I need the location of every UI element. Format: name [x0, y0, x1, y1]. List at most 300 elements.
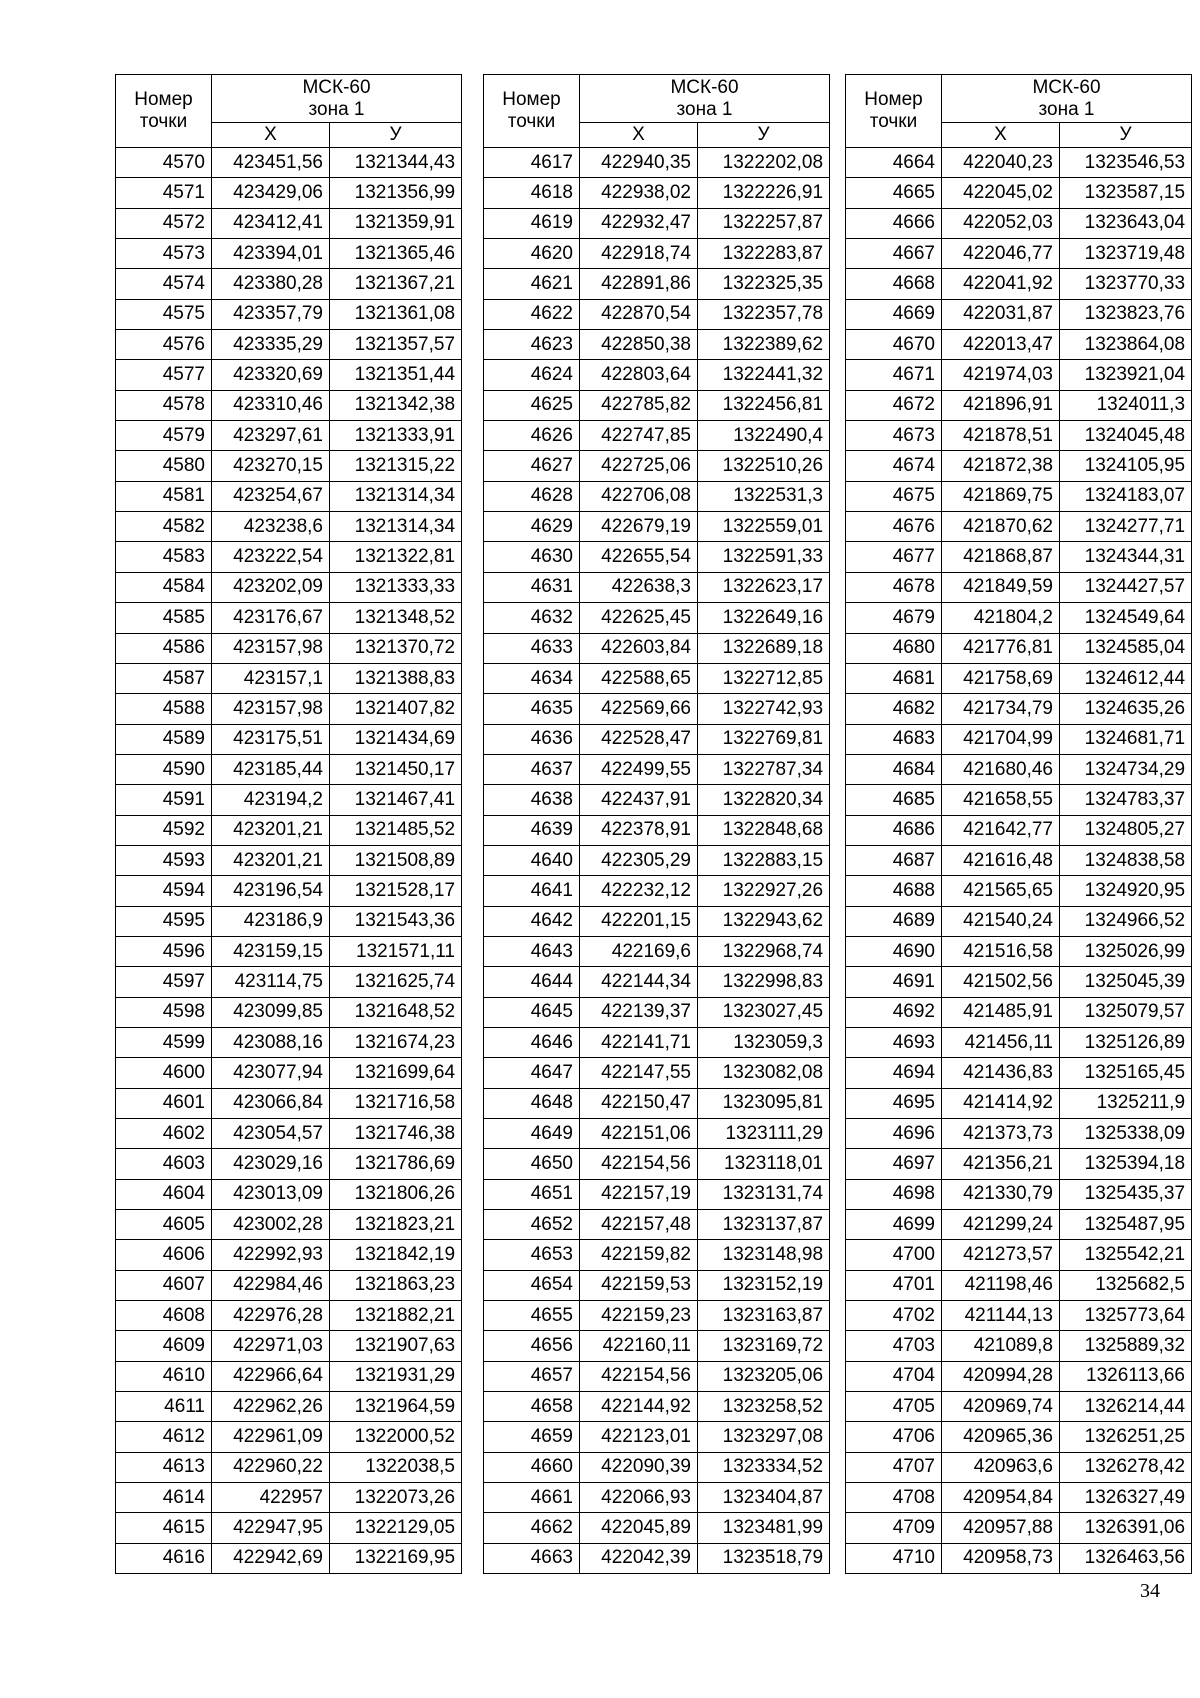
- point-number-cell: 4684: [846, 754, 942, 784]
- point-number-cell: 4651: [484, 1179, 580, 1209]
- point-number-cell: 4637: [484, 754, 580, 784]
- y-coordinate-cell: 1324549,64: [1060, 603, 1192, 633]
- y-coordinate-cell: 1323131,74: [698, 1179, 830, 1209]
- x-coordinate-cell: 422932,47: [580, 208, 698, 238]
- y-coordinate-cell: 1324427,57: [1060, 572, 1192, 602]
- point-number-header: Номер точки: [116, 75, 212, 148]
- y-coordinate-cell: 1322998,83: [698, 967, 830, 997]
- x-coordinate-cell: 422850,38: [580, 330, 698, 360]
- table-row: [484, 1119, 830, 1149]
- x-coordinate-cell: 421540,24: [942, 906, 1060, 936]
- point-number-cell: 4687: [846, 845, 942, 875]
- point-number-cell: 4581: [116, 481, 212, 511]
- y-coordinate-cell: 1325542,21: [1060, 1240, 1192, 1270]
- y-coordinate-cell: 1322325,35: [698, 269, 830, 299]
- table-row: [484, 512, 830, 542]
- y-coordinate-cell: 1323148,98: [698, 1240, 830, 1270]
- y-coordinate-cell: 1321342,38: [330, 390, 462, 420]
- table-row: [484, 997, 830, 1027]
- y-coordinate-cell: 1322456,81: [698, 390, 830, 420]
- x-coordinate-cell: 421502,56: [942, 967, 1060, 997]
- x-coordinate-cell: 423088,16: [212, 1027, 330, 1057]
- table-row: [846, 1483, 1192, 1513]
- y-coordinate-cell: 1322943,62: [698, 906, 830, 936]
- point-number-cell: 4617: [484, 148, 580, 178]
- y-coordinate-cell: 1321842,19: [330, 1240, 462, 1270]
- table-row: [116, 390, 462, 420]
- point-number-cell: 4644: [484, 967, 580, 997]
- point-number-cell: 4573: [116, 239, 212, 269]
- x-coordinate-cell: 421868,87: [942, 542, 1060, 572]
- x-coordinate-cell: 421878,51: [942, 421, 1060, 451]
- point-number-cell: 4584: [116, 572, 212, 602]
- point-number-cell: 4676: [846, 512, 942, 542]
- y-coordinate-cell: 1323481,99: [698, 1513, 830, 1543]
- x-coordinate-cell: 422528,47: [580, 724, 698, 754]
- x-coordinate-cell: 422603,84: [580, 633, 698, 663]
- x-coordinate-cell: 422144,92: [580, 1392, 698, 1422]
- y-coordinate-cell: 1321348,52: [330, 603, 462, 633]
- point-number-cell: 4693: [846, 1027, 942, 1057]
- x-coordinate-cell: 422013,47: [942, 330, 1060, 360]
- x-coordinate-cell: 423157,98: [212, 694, 330, 724]
- x-coordinate-cell: 422045,89: [580, 1513, 698, 1543]
- table-row: [116, 1119, 462, 1149]
- point-number-cell: 4686: [846, 815, 942, 845]
- point-number-cell: 4668: [846, 269, 942, 299]
- x-coordinate-cell: 421299,24: [942, 1210, 1060, 1240]
- table-row: [116, 572, 462, 602]
- y-coordinate-cell: 1325045,39: [1060, 967, 1192, 997]
- table-row: [484, 967, 830, 997]
- point-number-cell: 4706: [846, 1422, 942, 1452]
- x-coordinate-cell: 422041,92: [942, 269, 1060, 299]
- y-coordinate-cell: 1322591,33: [698, 542, 830, 572]
- y-coordinate-cell: 1321357,57: [330, 330, 462, 360]
- point-number-cell: 4702: [846, 1301, 942, 1331]
- point-number-cell: 4609: [116, 1331, 212, 1361]
- point-number-cell: 4628: [484, 481, 580, 511]
- y-coordinate-cell: 1321434,69: [330, 724, 462, 754]
- y-coordinate-cell: 1325773,64: [1060, 1301, 1192, 1331]
- table-row: [846, 1210, 1192, 1240]
- x-coordinate-cell: 422942,69: [212, 1543, 330, 1573]
- table-row: [484, 1483, 830, 1513]
- x-coordinate-cell: 423077,94: [212, 1058, 330, 1088]
- x-coordinate-cell: 421642,77: [942, 815, 1060, 845]
- point-number-cell: 4631: [484, 572, 580, 602]
- x-coordinate-cell: 422154,56: [580, 1361, 698, 1391]
- x-coordinate-cell: 422150,47: [580, 1088, 698, 1118]
- x-coordinate-cell: 421356,21: [942, 1149, 1060, 1179]
- x-coordinate-cell: 423238,6: [212, 512, 330, 542]
- x-coordinate-cell: 423320,69: [212, 360, 330, 390]
- point-number-cell: 4626: [484, 421, 580, 451]
- x-coordinate-cell: 422940,35: [580, 148, 698, 178]
- table-row: [846, 542, 1192, 572]
- y-coordinate-cell: 1321786,69: [330, 1149, 462, 1179]
- point-number-cell: 4641: [484, 876, 580, 906]
- x-coordinate-cell: 422638,3: [580, 572, 698, 602]
- x-coordinate-cell: 423002,28: [212, 1210, 330, 1240]
- point-number-cell: 4667: [846, 239, 942, 269]
- x-coordinate-cell: 422378,91: [580, 815, 698, 845]
- point-number-cell: 4574: [116, 269, 212, 299]
- point-number-cell: 4654: [484, 1270, 580, 1300]
- table-row: [484, 1422, 830, 1452]
- y-coordinate-cell: 1322712,85: [698, 663, 830, 693]
- table-row: [116, 1392, 462, 1422]
- y-coordinate-cell: 1325487,95: [1060, 1210, 1192, 1240]
- y-coordinate-cell: 1325026,99: [1060, 936, 1192, 966]
- table-row: [116, 906, 462, 936]
- y-coordinate-cell: 1322073,26: [330, 1483, 462, 1513]
- point-number-cell: 4603: [116, 1149, 212, 1179]
- point-number-cell: 4704: [846, 1361, 942, 1391]
- point-number-cell: 4679: [846, 603, 942, 633]
- point-number-cell: 4576: [116, 330, 212, 360]
- y-coordinate-cell: 1323082,08: [698, 1058, 830, 1088]
- table-row: [116, 1240, 462, 1270]
- point-number-cell: 4652: [484, 1210, 580, 1240]
- x-coordinate-cell: 423114,75: [212, 967, 330, 997]
- x-coordinate-cell: 422625,45: [580, 603, 698, 633]
- point-number-cell: 4674: [846, 451, 942, 481]
- x-coordinate-cell: 422232,12: [580, 876, 698, 906]
- table-row: [846, 208, 1192, 238]
- y-coordinate-cell: 1321625,74: [330, 967, 462, 997]
- point-number-cell: 4630: [484, 542, 580, 572]
- point-number-cell: 4589: [116, 724, 212, 754]
- y-coordinate-cell: 1326113,66: [1060, 1361, 1192, 1391]
- x-coordinate-cell: 422066,93: [580, 1483, 698, 1513]
- table-row: [116, 299, 462, 329]
- point-number-cell: 4610: [116, 1361, 212, 1391]
- table-row: [116, 1483, 462, 1513]
- table-row: [116, 663, 462, 693]
- y-coordinate-cell: 1323152,19: [698, 1270, 830, 1300]
- y-coordinate-cell: 1323404,87: [698, 1483, 830, 1513]
- y-coordinate-cell: 1326214,44: [1060, 1392, 1192, 1422]
- table-row: [116, 542, 462, 572]
- y-coordinate-cell: 1321863,23: [330, 1270, 462, 1300]
- y-coordinate-cell: 1325079,57: [1060, 997, 1192, 1027]
- x-column-header: Х: [942, 123, 1060, 148]
- x-coordinate-cell: 421704,99: [942, 724, 1060, 754]
- table-row: [484, 1179, 830, 1209]
- point-number-cell: 4613: [116, 1452, 212, 1482]
- table-row: [116, 815, 462, 845]
- y-coordinate-cell: 1325211,9: [1060, 1088, 1192, 1118]
- point-number-cell: 4585: [116, 603, 212, 633]
- y-coordinate-cell: 1321351,44: [330, 360, 462, 390]
- table-row: [484, 1149, 830, 1179]
- x-coordinate-cell: 422159,82: [580, 1240, 698, 1270]
- table-row: [484, 785, 830, 815]
- y-coordinate-cell: 1322623,17: [698, 572, 830, 602]
- table-row: [116, 936, 462, 966]
- y-coordinate-cell: 1321699,64: [330, 1058, 462, 1088]
- table-row: [846, 997, 1192, 1027]
- table-row: [116, 1210, 462, 1240]
- y-coordinate-cell: 1322531,3: [698, 481, 830, 511]
- table-row: [116, 785, 462, 815]
- x-coordinate-cell: 420957,88: [942, 1513, 1060, 1543]
- y-coordinate-cell: 1323823,76: [1060, 299, 1192, 329]
- point-number-cell: 4677: [846, 542, 942, 572]
- point-number-cell: 4692: [846, 997, 942, 1027]
- y-coordinate-cell: 1321322,81: [330, 542, 462, 572]
- table-row: [484, 148, 830, 178]
- x-coordinate-cell: 420965,36: [942, 1422, 1060, 1452]
- y-coordinate-cell: 1324045,48: [1060, 421, 1192, 451]
- point-number-cell: 4681: [846, 663, 942, 693]
- x-coordinate-cell: 422588,65: [580, 663, 698, 693]
- x-coordinate-cell: 422957: [212, 1483, 330, 1513]
- x-coordinate-cell: 423222,54: [212, 542, 330, 572]
- table-row: [846, 1361, 1192, 1391]
- y-coordinate-cell: 1322169,95: [330, 1543, 462, 1573]
- x-coordinate-cell: 422157,19: [580, 1179, 698, 1209]
- table-row: [484, 330, 830, 360]
- point-number-cell: 4635: [484, 694, 580, 724]
- table-row: [846, 724, 1192, 754]
- x-coordinate-cell: 422947,95: [212, 1513, 330, 1543]
- point-number-cell: 4600: [116, 1058, 212, 1088]
- point-number-cell: 4612: [116, 1422, 212, 1452]
- y-coordinate-cell: 1323921,04: [1060, 360, 1192, 390]
- point-number-cell: 4618: [484, 178, 580, 208]
- table-row: [484, 1513, 830, 1543]
- x-coordinate-cell: 422144,34: [580, 967, 698, 997]
- table-row: [484, 1543, 830, 1573]
- point-number-cell: 4658: [484, 1392, 580, 1422]
- x-coordinate-cell: 422803,64: [580, 360, 698, 390]
- x-coordinate-cell: 422992,93: [212, 1240, 330, 1270]
- table-row: [846, 876, 1192, 906]
- y-coordinate-cell: 1324838,58: [1060, 845, 1192, 875]
- point-number-cell: 4643: [484, 936, 580, 966]
- x-coordinate-cell: 423429,06: [212, 178, 330, 208]
- x-coordinate-cell: 422046,77: [942, 239, 1060, 269]
- table-row: [846, 1392, 1192, 1422]
- x-coordinate-cell: 421436,83: [942, 1058, 1060, 1088]
- point-number-cell: 4620: [484, 239, 580, 269]
- x-coordinate-cell: 423186,9: [212, 906, 330, 936]
- table-row: [484, 481, 830, 511]
- y-coordinate-cell: 1321314,34: [330, 481, 462, 511]
- x-coordinate-cell: 422679,19: [580, 512, 698, 542]
- point-number-cell: 4683: [846, 724, 942, 754]
- table-row: [116, 269, 462, 299]
- point-number-cell: 4622: [484, 299, 580, 329]
- y-coordinate-cell: 1326463,56: [1060, 1543, 1192, 1573]
- point-number-cell: 4597: [116, 967, 212, 997]
- x-coordinate-cell: 422040,23: [942, 148, 1060, 178]
- point-number-cell: 4579: [116, 421, 212, 451]
- point-number-cell: 4583: [116, 542, 212, 572]
- point-number-cell: 4596: [116, 936, 212, 966]
- table-row: [484, 421, 830, 451]
- y-coordinate-cell: 1322927,26: [698, 876, 830, 906]
- point-number-cell: 4688: [846, 876, 942, 906]
- y-coordinate-cell: 1321648,52: [330, 997, 462, 1027]
- table-row: [484, 451, 830, 481]
- table-row: [116, 330, 462, 360]
- table-row: [116, 239, 462, 269]
- y-coordinate-cell: 1321485,52: [330, 815, 462, 845]
- table-row: [846, 1058, 1192, 1088]
- table-row: [116, 876, 462, 906]
- y-coordinate-cell: 1322441,32: [698, 360, 830, 390]
- y-coordinate-cell: 1322510,26: [698, 451, 830, 481]
- table-row: [116, 603, 462, 633]
- coordinates-table-1: [115, 74, 462, 1574]
- y-coordinate-cell: 1321344,43: [330, 148, 462, 178]
- point-number-cell: 4634: [484, 663, 580, 693]
- x-coordinate-cell: 421872,38: [942, 451, 1060, 481]
- x-coordinate-cell: 422305,29: [580, 845, 698, 875]
- table-row: [116, 633, 462, 663]
- y-coordinate-cell: 1321388,83: [330, 663, 462, 693]
- table-row: [484, 603, 830, 633]
- y-coordinate-cell: 1321450,17: [330, 754, 462, 784]
- x-coordinate-cell: 421198,46: [942, 1270, 1060, 1300]
- point-number-cell: 4627: [484, 451, 580, 481]
- point-number-cell: 4629: [484, 512, 580, 542]
- y-coordinate-cell: 1324612,44: [1060, 663, 1192, 693]
- y-coordinate-cell: 1321571,11: [330, 936, 462, 966]
- table-row: [116, 1331, 462, 1361]
- table-row: [846, 967, 1192, 997]
- point-number-cell: 4680: [846, 633, 942, 663]
- x-coordinate-cell: 422090,39: [580, 1452, 698, 1482]
- table-row: [846, 1088, 1192, 1118]
- point-number-cell: 4636: [484, 724, 580, 754]
- table-row: [846, 239, 1192, 269]
- x-coordinate-cell: 422154,56: [580, 1149, 698, 1179]
- table-row: [846, 1119, 1192, 1149]
- point-number-cell: 4580: [116, 451, 212, 481]
- y-coordinate-cell: 1323059,3: [698, 1027, 830, 1057]
- point-number-cell: 4662: [484, 1513, 580, 1543]
- y-coordinate-cell: 1323643,04: [1060, 208, 1192, 238]
- y-coordinate-cell: 1321370,72: [330, 633, 462, 663]
- point-number-cell: 4703: [846, 1331, 942, 1361]
- point-number-cell: 4710: [846, 1543, 942, 1573]
- page-number: 34: [1140, 1580, 1160, 1602]
- point-number-cell: 4621: [484, 269, 580, 299]
- table-row: [116, 1149, 462, 1179]
- table-row: [846, 1543, 1192, 1573]
- table-row: [846, 1240, 1192, 1270]
- x-coordinate-cell: 422052,03: [942, 208, 1060, 238]
- point-number-cell: 4672: [846, 390, 942, 420]
- y-coordinate-cell: 1323111,29: [698, 1119, 830, 1149]
- table-row: [484, 845, 830, 875]
- x-coordinate-cell: 422725,06: [580, 451, 698, 481]
- point-number-cell: 4614: [116, 1483, 212, 1513]
- x-coordinate-cell: 423394,01: [212, 239, 330, 269]
- y-coordinate-cell: 1326391,06: [1060, 1513, 1192, 1543]
- table-row: [846, 1513, 1192, 1543]
- point-number-cell: 4623: [484, 330, 580, 360]
- table-row: [846, 1452, 1192, 1482]
- x-coordinate-cell: 423066,84: [212, 1088, 330, 1118]
- point-number-cell: 4700: [846, 1240, 942, 1270]
- y-coordinate-cell: 1322129,05: [330, 1513, 462, 1543]
- point-number-cell: 4590: [116, 754, 212, 784]
- y-coordinate-cell: 1322357,78: [698, 299, 830, 329]
- x-coordinate-cell: 422045,02: [942, 178, 1060, 208]
- x-coordinate-cell: 420963,6: [942, 1452, 1060, 1482]
- point-number-cell: 4582: [116, 512, 212, 542]
- x-coordinate-cell: 423335,29: [212, 330, 330, 360]
- table-row: [846, 845, 1192, 875]
- table-row: [484, 1361, 830, 1391]
- y-coordinate-cell: 1322283,87: [698, 239, 830, 269]
- x-coordinate-cell: 421330,79: [942, 1179, 1060, 1209]
- y-coordinate-cell: 1323137,87: [698, 1210, 830, 1240]
- table-row: [484, 876, 830, 906]
- table-row: [846, 572, 1192, 602]
- table-row: [116, 1301, 462, 1331]
- x-coordinate-cell: 423176,67: [212, 603, 330, 633]
- y-coordinate-cell: 1324734,29: [1060, 754, 1192, 784]
- y-coordinate-cell: 1324011,3: [1060, 390, 1192, 420]
- y-coordinate-cell: 1326327,49: [1060, 1483, 1192, 1513]
- x-coordinate-cell: 420958,73: [942, 1543, 1060, 1573]
- point-number-cell: 4649: [484, 1119, 580, 1149]
- x-coordinate-cell: 422123,01: [580, 1422, 698, 1452]
- point-number-cell: 4598: [116, 997, 212, 1027]
- x-coordinate-cell: 421776,81: [942, 633, 1060, 663]
- x-coordinate-cell: 422962,26: [212, 1392, 330, 1422]
- y-coordinate-cell: 1323095,81: [698, 1088, 830, 1118]
- y-coordinate-cell: 1323864,08: [1060, 330, 1192, 360]
- point-number-cell: 4669: [846, 299, 942, 329]
- x-coordinate-cell: 423451,56: [212, 148, 330, 178]
- table-row: [116, 1361, 462, 1391]
- x-coordinate-cell: 422976,28: [212, 1301, 330, 1331]
- x-coordinate-cell: 423201,21: [212, 845, 330, 875]
- y-coordinate-cell: 1326278,42: [1060, 1452, 1192, 1482]
- y-coordinate-cell: 1321314,34: [330, 512, 462, 542]
- y-coordinate-cell: 1323118,01: [698, 1149, 830, 1179]
- x-coordinate-cell: 422569,66: [580, 694, 698, 724]
- point-number-cell: 4638: [484, 785, 580, 815]
- y-coordinate-cell: 1324966,52: [1060, 906, 1192, 936]
- table-row: [484, 754, 830, 784]
- point-number-cell: 4575: [116, 299, 212, 329]
- x-coordinate-cell: 423054,57: [212, 1119, 330, 1149]
- x-coordinate-cell: 421758,69: [942, 663, 1060, 693]
- point-number-cell: 4647: [484, 1058, 580, 1088]
- table-row: [484, 1392, 830, 1422]
- x-coordinate-cell: 421870,62: [942, 512, 1060, 542]
- point-number-cell: 4650: [484, 1149, 580, 1179]
- x-coordinate-cell: 422655,54: [580, 542, 698, 572]
- y-coordinate-cell: 1324585,04: [1060, 633, 1192, 663]
- table-row: [484, 694, 830, 724]
- x-coordinate-cell: 423175,51: [212, 724, 330, 754]
- point-number-cell: 4571: [116, 178, 212, 208]
- point-number-cell: 4648: [484, 1088, 580, 1118]
- x-coordinate-cell: 422938,02: [580, 178, 698, 208]
- y-coordinate-cell: 1322848,68: [698, 815, 830, 845]
- table-row: [116, 694, 462, 724]
- point-number-cell: 4678: [846, 572, 942, 602]
